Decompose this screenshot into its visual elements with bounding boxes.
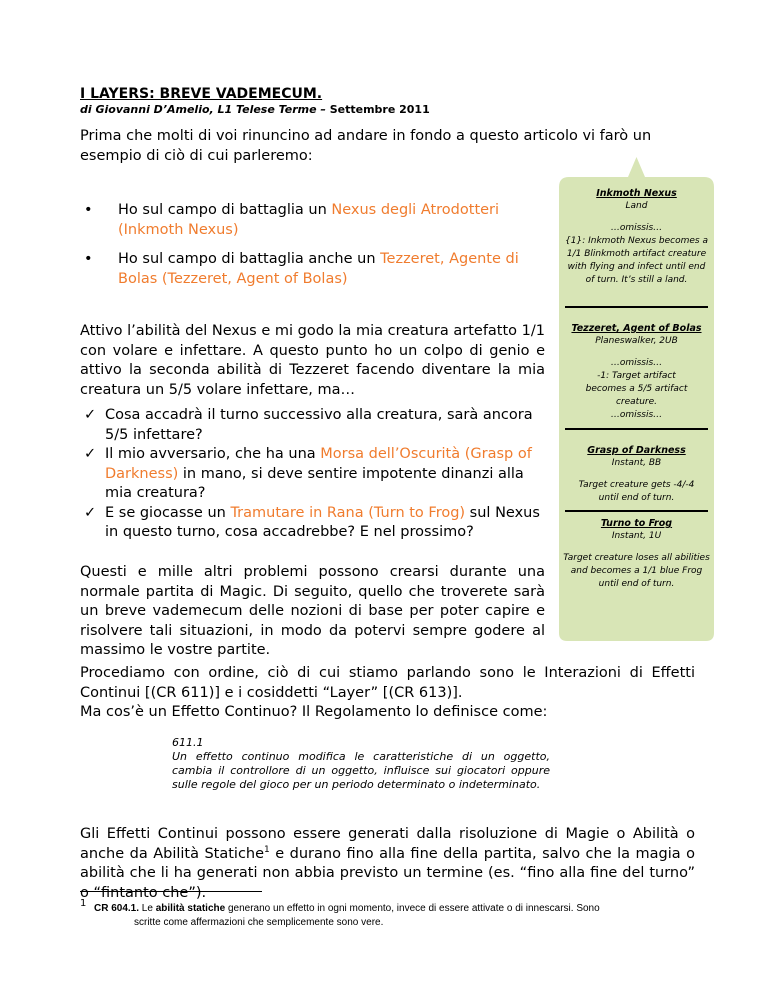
definition-line: Ma cos’è un Effetto Continuo? Il Regolamento lo definisce come: [80,704,548,720]
byline-author: di Giovanni D’Amelio, L1 Telese Terme [80,103,317,116]
card-text: …omissis… [610,358,663,368]
footnote-term: abilità statiche [155,903,226,914]
list-item [84,445,546,504]
card-divider [565,306,708,308]
card-title: Inkmoth Nexus [596,188,677,199]
card-type: Land [625,201,648,211]
card-name-link: Tezzeret, Agente di Bolas (Tezzeret, Agent of Bolas) [118,251,519,287]
list-item [80,200,550,240]
footnote-cr: CR 604.1. [94,903,140,914]
rule-text: Un effetto continuo modifica le caratteristiche di un oggetto, cambia il controllore di un oggetto, influisce sui giocatori oppure sulle regole del gioco per un periodo determinato o indeterminato. [172,750,550,791]
card-divider [565,428,708,430]
paragraph-text: e durano fino alla fine della partita, salvo che la magia o abilità che li ha generati non abbia previsto un termine (es. “fino alla fine del turno” o “fintanto che”). [80,845,695,901]
footnote-text: Le [139,903,156,914]
byline-separator: – [316,103,330,116]
bullet-text: Ho sul campo di battaglia anche un [118,251,381,267]
definition-intro [80,664,695,723]
card-title: Grasp of Darkness [587,445,686,456]
checkmark-icon: ✓ [84,446,97,462]
paragraph-text: Gli Effetti Continui possono essere generati dalla risoluzione di Magie o Abilità o anche da Abilità Statiche [80,826,695,862]
example-bullet-list [80,200,550,298]
card-title: Tezzeret, Agent of Bolas [571,323,702,334]
rule-quote [172,736,550,792]
footnote-number: 1 [80,898,87,909]
question-text: Il mio avversario, che ha una [105,446,321,462]
card-text: Target creature loses all abilities and becomes a 1/1 blue Frog until end of turn. [563,553,710,589]
card-type: Planeswalker, 2UB [595,336,678,346]
card-text: Target creature gets -4/-4 until end of turn. [578,480,695,503]
footnote-ref[interactable]: 1 [264,844,270,855]
card-text: {1}: Inkmoth Nexus becomes a 1/1 Blinkmoth artifact creature with flying and infect until end of turn. It’s still a land. [565,236,708,285]
card-inkmoth-nexus [555,187,718,287]
footnote [94,902,696,930]
list-item [80,249,550,289]
bullet-icon: • [84,202,93,218]
definition-line: Procediamo con ordine, ciò di cui stiamo parlando sono le Interazioni di Effetti Continui [(CR 611)] e i cosiddetti “Layer” [(CR 613)]. [80,665,695,701]
card-divider [565,510,708,512]
question-list [84,406,546,543]
card-text: …omissis… [610,223,663,233]
question-text: sul Nexus in questo turno, cosa accadrebbe? E nel prossimo? [105,504,540,540]
list-item [84,504,546,543]
card-type: Instant, 1U [611,531,662,541]
card-type: Instant, BB [611,458,662,468]
card-title: Turno to Frog [600,518,673,529]
card-sidebar [555,157,718,643]
question-text: E se giocasse un [105,504,231,521]
question-text: Cosa accadrà il turno successivo alla creatura, sarà ancora 5/5 infettare? [105,407,533,443]
card-text: -1: Target artifact becomes a 5/5 artifact creature. [585,371,688,407]
rule-number: 611.1 [172,736,204,749]
intro-paragraph: Prima che molti di voi rinuncino ad andare in fondo a questo articolo vi farò un esempio di ciò di cui parleremo: [80,128,652,164]
card-text: …omissis… [610,410,663,420]
summary-paragraph: Questi e mille altri problemi possono crearsi durante una normale partita di Magic. Di seguito, quello che troverete sarà un breve vademecum delle nozioni di base per poter capire e risolvere tali situazioni, in modo da potervi sempre godere al massimo le vostre partite. [80,564,545,658]
footnote-divider [80,891,262,892]
footnote-text: scritte come affermazioni che semplicemente sono vere. [134,917,384,928]
checkmark-icon: ✓ [84,407,97,423]
card-turn-to-frog [555,517,718,591]
page-title: I LAYERS: BREVE VADEMECUM. [80,86,323,102]
card-grasp-of-darkness [555,444,718,505]
checkmark-icon: ✓ [84,504,97,521]
question-text: in mano, si deve sentire impotente dinanzi alla mia creatura? [105,465,524,501]
card-name-link: Nexus degli Atrodotteri (Inkmoth Nexus) [118,202,500,238]
scenario-paragraph: Attivo l’abilità del Nexus e mi godo la mia creatura artefatto 1/1 con volare e infettare. A questo punto ho un colpo di genio e attivo la seconda abilità di Tezzeret facendo diventare la mia creatura un 5/5 volare infettare, ma… [80,323,545,398]
card-tezzeret [555,322,718,422]
card-name-link: Morsa dell’Oscurità (Grasp of Darkness) [105,446,532,482]
list-item [84,406,546,445]
footnote-text: generano un effetto in ogni momento, invece di essere attivate o di innescarsi. Sono [225,903,600,914]
bullet-text: Ho sul campo di battaglia un [118,202,332,218]
card-name-link: Tramutare in Rana (Turn to Frog) [230,504,466,521]
bullet-icon: • [84,251,93,267]
byline-date: Settembre 2011 [329,103,430,116]
byline [80,103,430,116]
